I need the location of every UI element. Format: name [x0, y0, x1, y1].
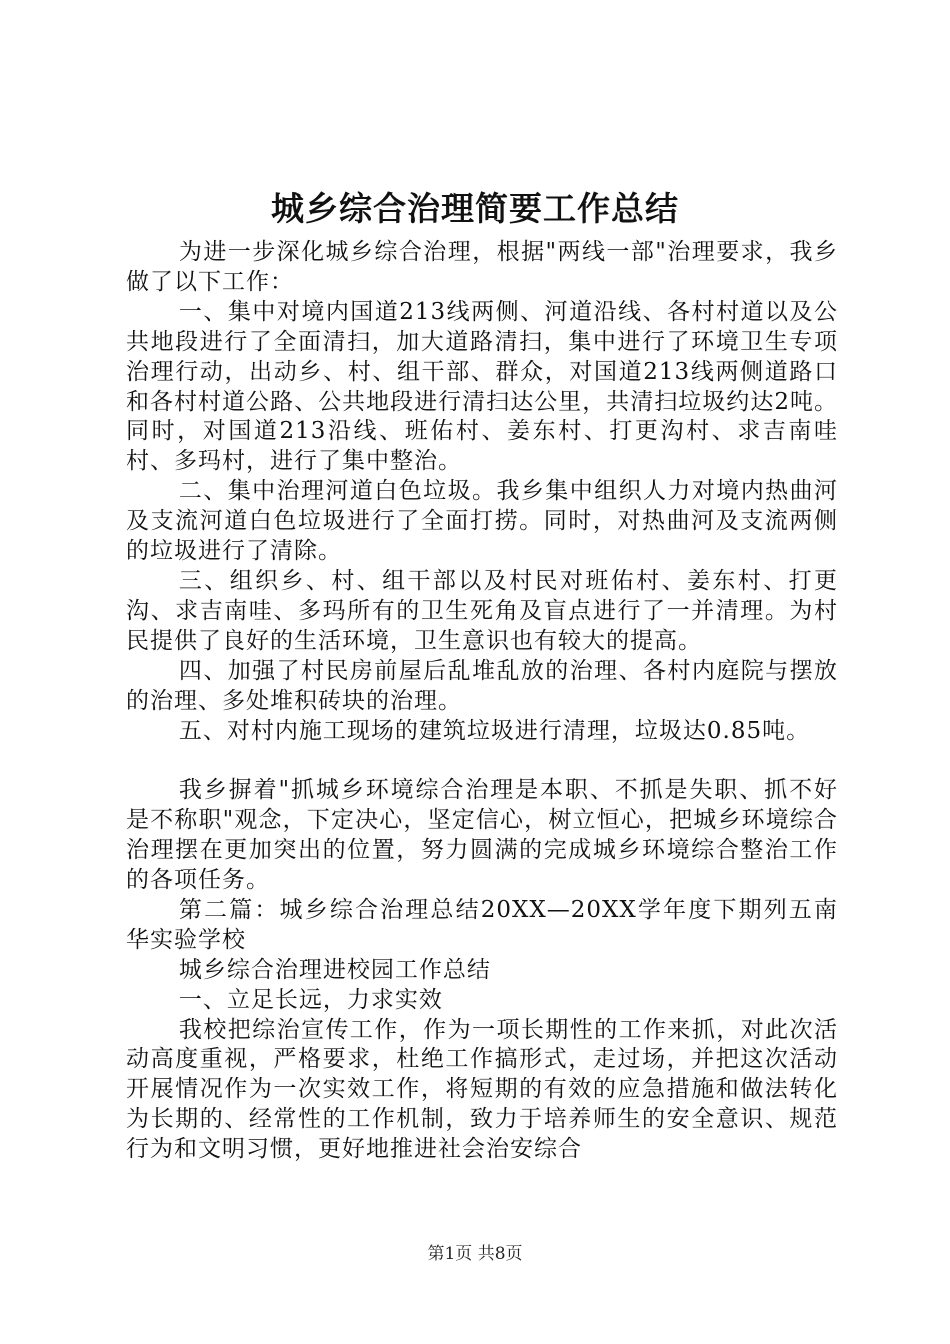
paragraph-school-work: 我校把综治宣传工作，作为一项长期性的工作来抓，对此次活动高度重视，严格要求，杜绝工作搞形式，走过场，并把这次活动开展情况作为一次实效工作，将短期的有效的应急措施和做法转化为长期的、经常性的工作机制，致力于培养师生的安全意识、规范行为和文明习惯，更好地推进社会治安综合 [126, 1016, 838, 1163]
paragraph-item-3: 三、组织乡、村、组干部以及村民对班佑村、姜东村、打更沟、求吉南哇、多玛所有的卫生死角及盲点进行了一并清理。为村民提供了良好的生活环境，卫生意识也有较大的提高。 [126, 567, 838, 654]
section-subtitle: 城乡综合治理进校园工作总结 [178, 956, 491, 983]
paragraph-item-5: 五、对村内施工现场的建筑垃圾进行清理，垃圾达0.85吨。 [178, 717, 811, 744]
page-footer: 第1页 共8页 [427, 1244, 523, 1264]
document-body [126, 238, 838, 1165]
paragraph-item-4: 四、加强了村民房前屋后乱堆乱放的治理、各村内庭院与摆放的治理、多处堆积砖块的治理。 [126, 657, 838, 714]
paragraph-intro: 为进一步深化城乡综合治理，根据"两线一部"治理要求，我乡做了以下工作： [126, 239, 838, 295]
paragraph-conclusion: 我乡摒着"抓城乡环境综合治理是本职、不抓是失职、抓不好是不称职"观念，下定决心，坚定信心，树立恒心，把城乡环境综合治理摆在更加突出的位置，努力圆满的完成城乡环境综合整治工作的各项任务。 [126, 777, 838, 894]
document-title: 城乡综合治理简要工作总结 [271, 189, 679, 228]
paragraph-item-2: 二、集中治理河道白色垃圾。我乡集中组织人力对境内热曲河及支流河道白色垃圾进行了全面打捞。同时，对热曲河及支流两侧的垃圾进行了清除。 [126, 478, 838, 565]
section-heading-second-article: 第二篇：城乡综合治理总结20XX—20XX学年度下期列五南华实验学校 [126, 896, 838, 953]
section-point-1-heading: 一、立足长远，力求实效 [178, 986, 443, 1013]
paragraph-gap [126, 746, 838, 776]
paragraph-item-1: 一、集中对境内国道213线两侧、河道沿线、各村村道以及公共地段进行了全面清扫，加大道路清扫，集中进行了环境卫生专项治理行动，出动乡、村、组干部、群众，对国道213线两侧道路口和各村村道公路、公共地段进行清扫达公里，共清扫垃圾约达2吨。同时，对国道213沿线、班佑村、姜东村、打更沟村、求吉南哇村、多玛村，进行了集中整治。 [126, 298, 838, 475]
